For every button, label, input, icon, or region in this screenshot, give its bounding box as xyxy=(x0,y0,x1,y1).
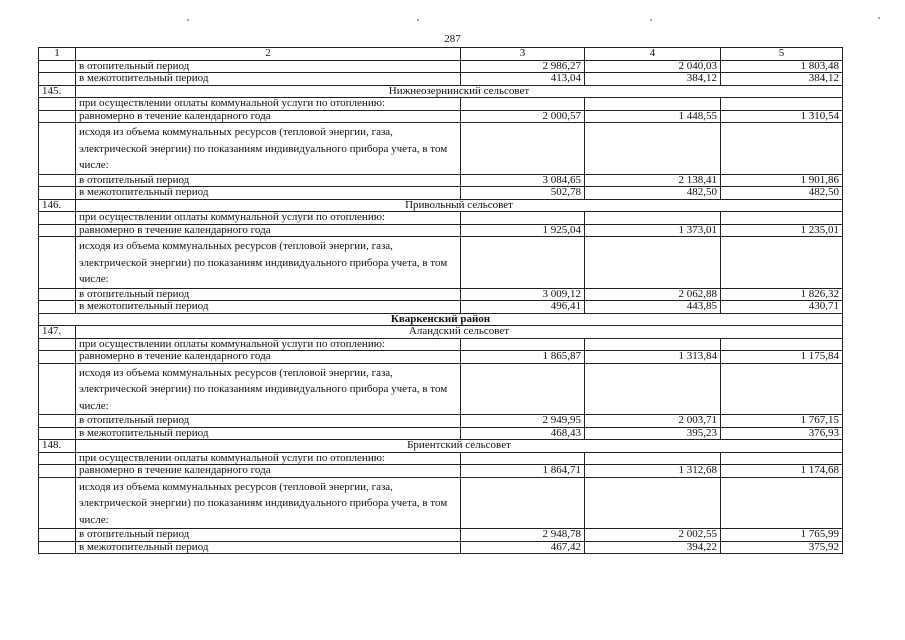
table-row xyxy=(39,98,843,111)
table-row xyxy=(39,73,843,86)
row-label: исходя из объема коммунальных ресурсов (тепловой энергии, газа, электрической энергии) по показаниям индивидуального прибора учета, в том числе: xyxy=(76,363,461,415)
value-cell: 2 948,78 xyxy=(461,529,585,542)
row-label: в межотопительный период xyxy=(76,73,461,86)
number-cell xyxy=(39,363,76,415)
value-cell: 2 000,57 xyxy=(461,110,585,123)
row-label: в межотопительный период xyxy=(76,187,461,200)
value-cell xyxy=(721,452,843,465)
row-label: в отопительный период xyxy=(76,60,461,73)
value-cell: 1 312,68 xyxy=(585,465,721,478)
value-cell xyxy=(461,98,585,111)
row-label: в отопительный период xyxy=(76,174,461,187)
value-cell: 2 949,95 xyxy=(461,415,585,428)
value-cell xyxy=(721,363,843,415)
number-cell xyxy=(39,288,76,301)
section-title: Аландский сельсовет xyxy=(76,326,843,339)
scan-speck xyxy=(878,17,880,19)
number-cell xyxy=(39,123,76,175)
value-cell: 443,85 xyxy=(585,301,721,314)
number-cell xyxy=(39,351,76,364)
value-cell: 482,50 xyxy=(721,187,843,200)
value-cell xyxy=(585,452,721,465)
value-cell: 2 138,41 xyxy=(585,174,721,187)
value-cell: 2 062,88 xyxy=(585,288,721,301)
scan-speck xyxy=(187,19,189,21)
value-cell: 384,12 xyxy=(585,73,721,86)
table-row xyxy=(39,541,843,554)
number-cell xyxy=(39,174,76,187)
row-label: равномерно в течение календарного года xyxy=(76,110,461,123)
value-cell xyxy=(721,123,843,175)
value-cell xyxy=(721,212,843,225)
scan-speck xyxy=(417,19,419,21)
row-label: в межотопительный период xyxy=(76,541,461,554)
row-label: в межотопительный период xyxy=(76,301,461,314)
table-header-row xyxy=(39,48,843,61)
tariff-table xyxy=(38,47,843,554)
value-cell: 496,41 xyxy=(461,301,585,314)
value-cell: 413,04 xyxy=(461,73,585,86)
section-number: 145. xyxy=(39,85,76,98)
column-header: 3 xyxy=(461,48,585,61)
value-cell: 467,42 xyxy=(461,541,585,554)
value-cell: 502,78 xyxy=(461,187,585,200)
value-cell: 430,71 xyxy=(721,301,843,314)
value-cell xyxy=(585,212,721,225)
section-title: Привольный сельсовет xyxy=(76,199,843,212)
value-cell: 2 040,03 xyxy=(585,60,721,73)
table-row xyxy=(39,351,843,364)
value-cell xyxy=(585,123,721,175)
value-cell: 2 986,27 xyxy=(461,60,585,73)
row-label: в межотопительный период xyxy=(76,427,461,440)
section-row xyxy=(39,326,843,339)
value-cell: 1 174,68 xyxy=(721,465,843,478)
value-cell xyxy=(585,338,721,351)
table-row xyxy=(39,363,843,415)
column-header: 2 xyxy=(76,48,461,61)
row-label: исходя из объема коммунальных ресурсов (тепловой энергии, газа, электрической энергии) по показаниям индивидуального прибора учета, в том числе: xyxy=(76,123,461,175)
number-cell xyxy=(39,212,76,225)
number-cell xyxy=(39,60,76,73)
column-header: 1 xyxy=(39,48,76,61)
table-row xyxy=(39,427,843,440)
value-cell xyxy=(585,363,721,415)
number-cell xyxy=(39,73,76,86)
value-cell: 3 084,65 xyxy=(461,174,585,187)
number-cell xyxy=(39,477,76,529)
table-row xyxy=(39,212,843,225)
number-cell xyxy=(39,110,76,123)
table-row xyxy=(39,338,843,351)
value-cell: 482,50 xyxy=(585,187,721,200)
table-row xyxy=(39,529,843,542)
number-cell xyxy=(39,224,76,237)
value-cell: 1 175,84 xyxy=(721,351,843,364)
value-cell: 394,22 xyxy=(585,541,721,554)
value-cell xyxy=(721,98,843,111)
number-cell xyxy=(39,98,76,111)
row-label: в отопительный период xyxy=(76,288,461,301)
number-cell xyxy=(39,338,76,351)
value-cell: 384,12 xyxy=(721,73,843,86)
value-cell xyxy=(585,477,721,529)
value-cell: 1 767,15 xyxy=(721,415,843,428)
row-label: в отопительный период xyxy=(76,529,461,542)
row-label: при осуществлении оплаты коммунальной услуги по отоплению: xyxy=(76,212,461,225)
section-number: 147. xyxy=(39,326,76,339)
number-cell xyxy=(39,237,76,289)
value-cell xyxy=(461,363,585,415)
value-cell xyxy=(461,338,585,351)
number-cell xyxy=(39,452,76,465)
column-header: 4 xyxy=(585,48,721,61)
row-label: при осуществлении оплаты коммунальной услуги по отоплению: xyxy=(76,98,461,111)
section-number: 146. xyxy=(39,199,76,212)
table-row xyxy=(39,174,843,187)
value-cell xyxy=(721,477,843,529)
scan-speck xyxy=(650,19,652,21)
value-cell: 1 901,86 xyxy=(721,174,843,187)
section-title: Нижнеозернинский сельсовет xyxy=(76,85,843,98)
value-cell: 468,43 xyxy=(461,427,585,440)
number-cell xyxy=(39,541,76,554)
value-cell: 2 002,55 xyxy=(585,529,721,542)
table-row xyxy=(39,110,843,123)
value-cell: 2 003,71 xyxy=(585,415,721,428)
district-row xyxy=(39,313,843,326)
row-label: исходя из объема коммунальных ресурсов (тепловой энергии, газа, электрической энергии) по показаниям индивидуального прибора учета, в том числе: xyxy=(76,237,461,289)
table-row xyxy=(39,301,843,314)
value-cell xyxy=(461,477,585,529)
section-row xyxy=(39,199,843,212)
table-body xyxy=(39,60,843,554)
section-title: Бриентский сельсовет xyxy=(76,440,843,453)
table-row xyxy=(39,187,843,200)
section-row xyxy=(39,440,843,453)
number-cell xyxy=(39,187,76,200)
value-cell: 1 865,87 xyxy=(461,351,585,364)
value-cell xyxy=(585,237,721,289)
value-cell xyxy=(721,237,843,289)
number-cell xyxy=(39,529,76,542)
value-cell: 1 448,55 xyxy=(585,110,721,123)
table-row xyxy=(39,415,843,428)
value-cell xyxy=(461,123,585,175)
table-row xyxy=(39,465,843,478)
row-label: равномерно в течение календарного года xyxy=(76,465,461,478)
value-cell: 1 826,32 xyxy=(721,288,843,301)
value-cell xyxy=(721,338,843,351)
table-row xyxy=(39,477,843,529)
table-row xyxy=(39,237,843,289)
value-cell: 1 235,01 xyxy=(721,224,843,237)
value-cell: 1 803,48 xyxy=(721,60,843,73)
number-cell xyxy=(39,427,76,440)
value-cell: 1 864,71 xyxy=(461,465,585,478)
value-cell: 376,93 xyxy=(721,427,843,440)
value-cell: 3 009,12 xyxy=(461,288,585,301)
section-number: 148. xyxy=(39,440,76,453)
value-cell xyxy=(461,452,585,465)
page-number: 287 xyxy=(444,33,461,45)
table-row xyxy=(39,452,843,465)
value-cell: 1 310,54 xyxy=(721,110,843,123)
district-title: Кваркенский район xyxy=(39,313,843,326)
table-row xyxy=(39,288,843,301)
number-cell xyxy=(39,465,76,478)
value-cell xyxy=(461,237,585,289)
row-label: равномерно в течение календарного года xyxy=(76,224,461,237)
number-cell xyxy=(39,301,76,314)
value-cell: 375,92 xyxy=(721,541,843,554)
value-cell: 1 373,01 xyxy=(585,224,721,237)
section-row xyxy=(39,85,843,98)
row-label: при осуществлении оплаты коммунальной услуги по отоплению: xyxy=(76,338,461,351)
value-cell: 395,23 xyxy=(585,427,721,440)
row-label: исходя из объема коммунальных ресурсов (тепловой энергии, газа, электрической энергии) по показаниям индивидуального прибора учета, в том числе: xyxy=(76,477,461,529)
value-cell: 1 765,99 xyxy=(721,529,843,542)
value-cell xyxy=(461,212,585,225)
column-header: 5 xyxy=(721,48,843,61)
table-row xyxy=(39,123,843,175)
number-cell xyxy=(39,415,76,428)
row-label: равномерно в течение календарного года xyxy=(76,351,461,364)
value-cell xyxy=(585,98,721,111)
row-label: при осуществлении оплаты коммунальной услуги по отоплению: xyxy=(76,452,461,465)
row-label: в отопительный период xyxy=(76,415,461,428)
table-row xyxy=(39,60,843,73)
value-cell: 1 925,04 xyxy=(461,224,585,237)
value-cell: 1 313,84 xyxy=(585,351,721,364)
table-row xyxy=(39,224,843,237)
